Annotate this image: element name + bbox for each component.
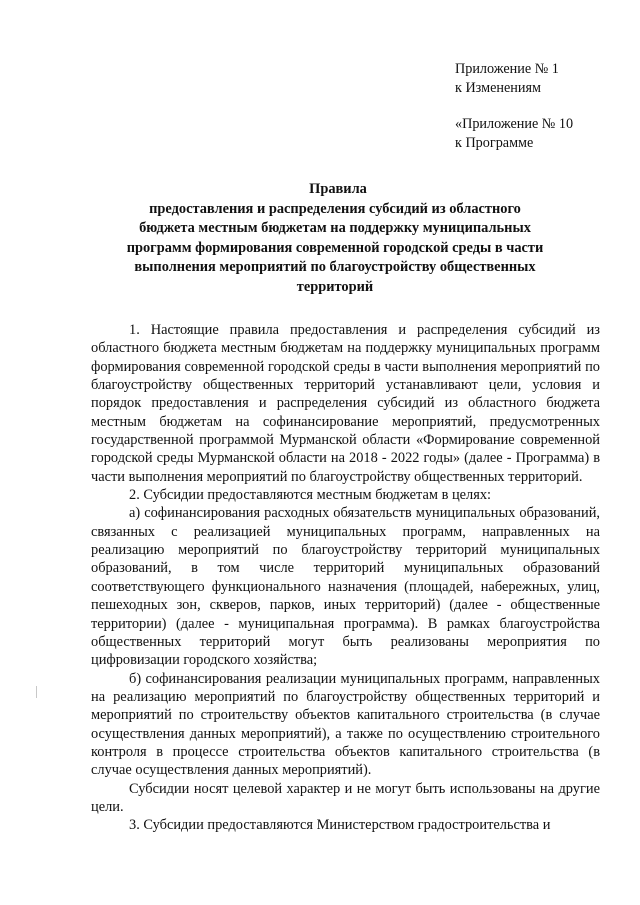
title-line-5: территорий: [296, 278, 374, 295]
paragraph-2b: б) софинансирования реализации муниципальных программ, направленных на реализацию мероприятий по благоустройству общественных территорий и мероприятий по строительству объектов капитального строительства (в случае осуществления данных мероприятий), а также по осуществлению строительного контроля в процессе строительства объектов капитального строительства (в случае осуществления данных мероприятий).: [91, 670, 600, 779]
title-line-4: выполнения мероприятий по благоустройству общественных: [134, 259, 536, 276]
annex-line-2: к Изменениям: [455, 80, 541, 96]
title-line-2: бюджета местным бюджетам на поддержку муниципальных: [139, 220, 531, 237]
scan-margin-mark: [36, 686, 37, 698]
title-line-1: предоставления и распределения субсидий из областного: [149, 200, 521, 217]
annex-line-3: «Приложение № 10: [455, 116, 574, 132]
title-line-3: программ формирования современной городской среды в части: [126, 239, 544, 256]
paragraph-3: 3. Субсидии предоставляются Министерством градостроительства и: [129, 817, 551, 834]
paragraph-purpose: Субсидии носят целевой характер и не могут быть использованы на другие цели.: [91, 780, 600, 815]
annex-gap: [455, 98, 625, 115]
paragraph-2a: а) софинансирования расходных обязательств муниципальных образований, связанных с реализацией муниципальных программ, направленных на реализацию мероприятий по благоустройству территорий муниципальных образований, в том числе территорий муниципальных образований соответствующего функционального назначения (площадей, набережных, улиц, пешеходных зон, скверов, парков, иных территорий) (далее - общественные территории) (далее - муниципальная программа). В рамках благоустройства общественных территорий могут быть реализованы мероприятия по цифровизации городского хозяйства;: [91, 505, 600, 669]
paragraph-2: 2. Субсидии предоставляются местным бюджетам в целях:: [129, 487, 492, 504]
annex-block: [455, 60, 625, 153]
document-title: [60, 180, 610, 298]
annex-line-4: к Программе: [455, 135, 534, 151]
title-heading: Правила: [309, 181, 367, 197]
document-body: [91, 321, 600, 835]
paragraph-1: 1. Настоящие правила предоставления и распределения субсидий из областного бюджета местным бюджетам на поддержку муниципальных программ формирования современной городской среды в части выполнения мероприятий по благоустройству общественных территорий устанавливают цели, условия и порядок предоставления и распределения субсидий из областного бюджета местным бюджетам на софинансирование мероприятий, предусмотренных государственной программой Мурманской области «Формирование современной городской среды Мурманской области на 2018 - 2022 годы» (далее - Программа) в части выполнения мероприятий по благоустройству общественных территорий.: [91, 322, 600, 485]
annex-line-1: Приложение № 1: [455, 61, 559, 77]
